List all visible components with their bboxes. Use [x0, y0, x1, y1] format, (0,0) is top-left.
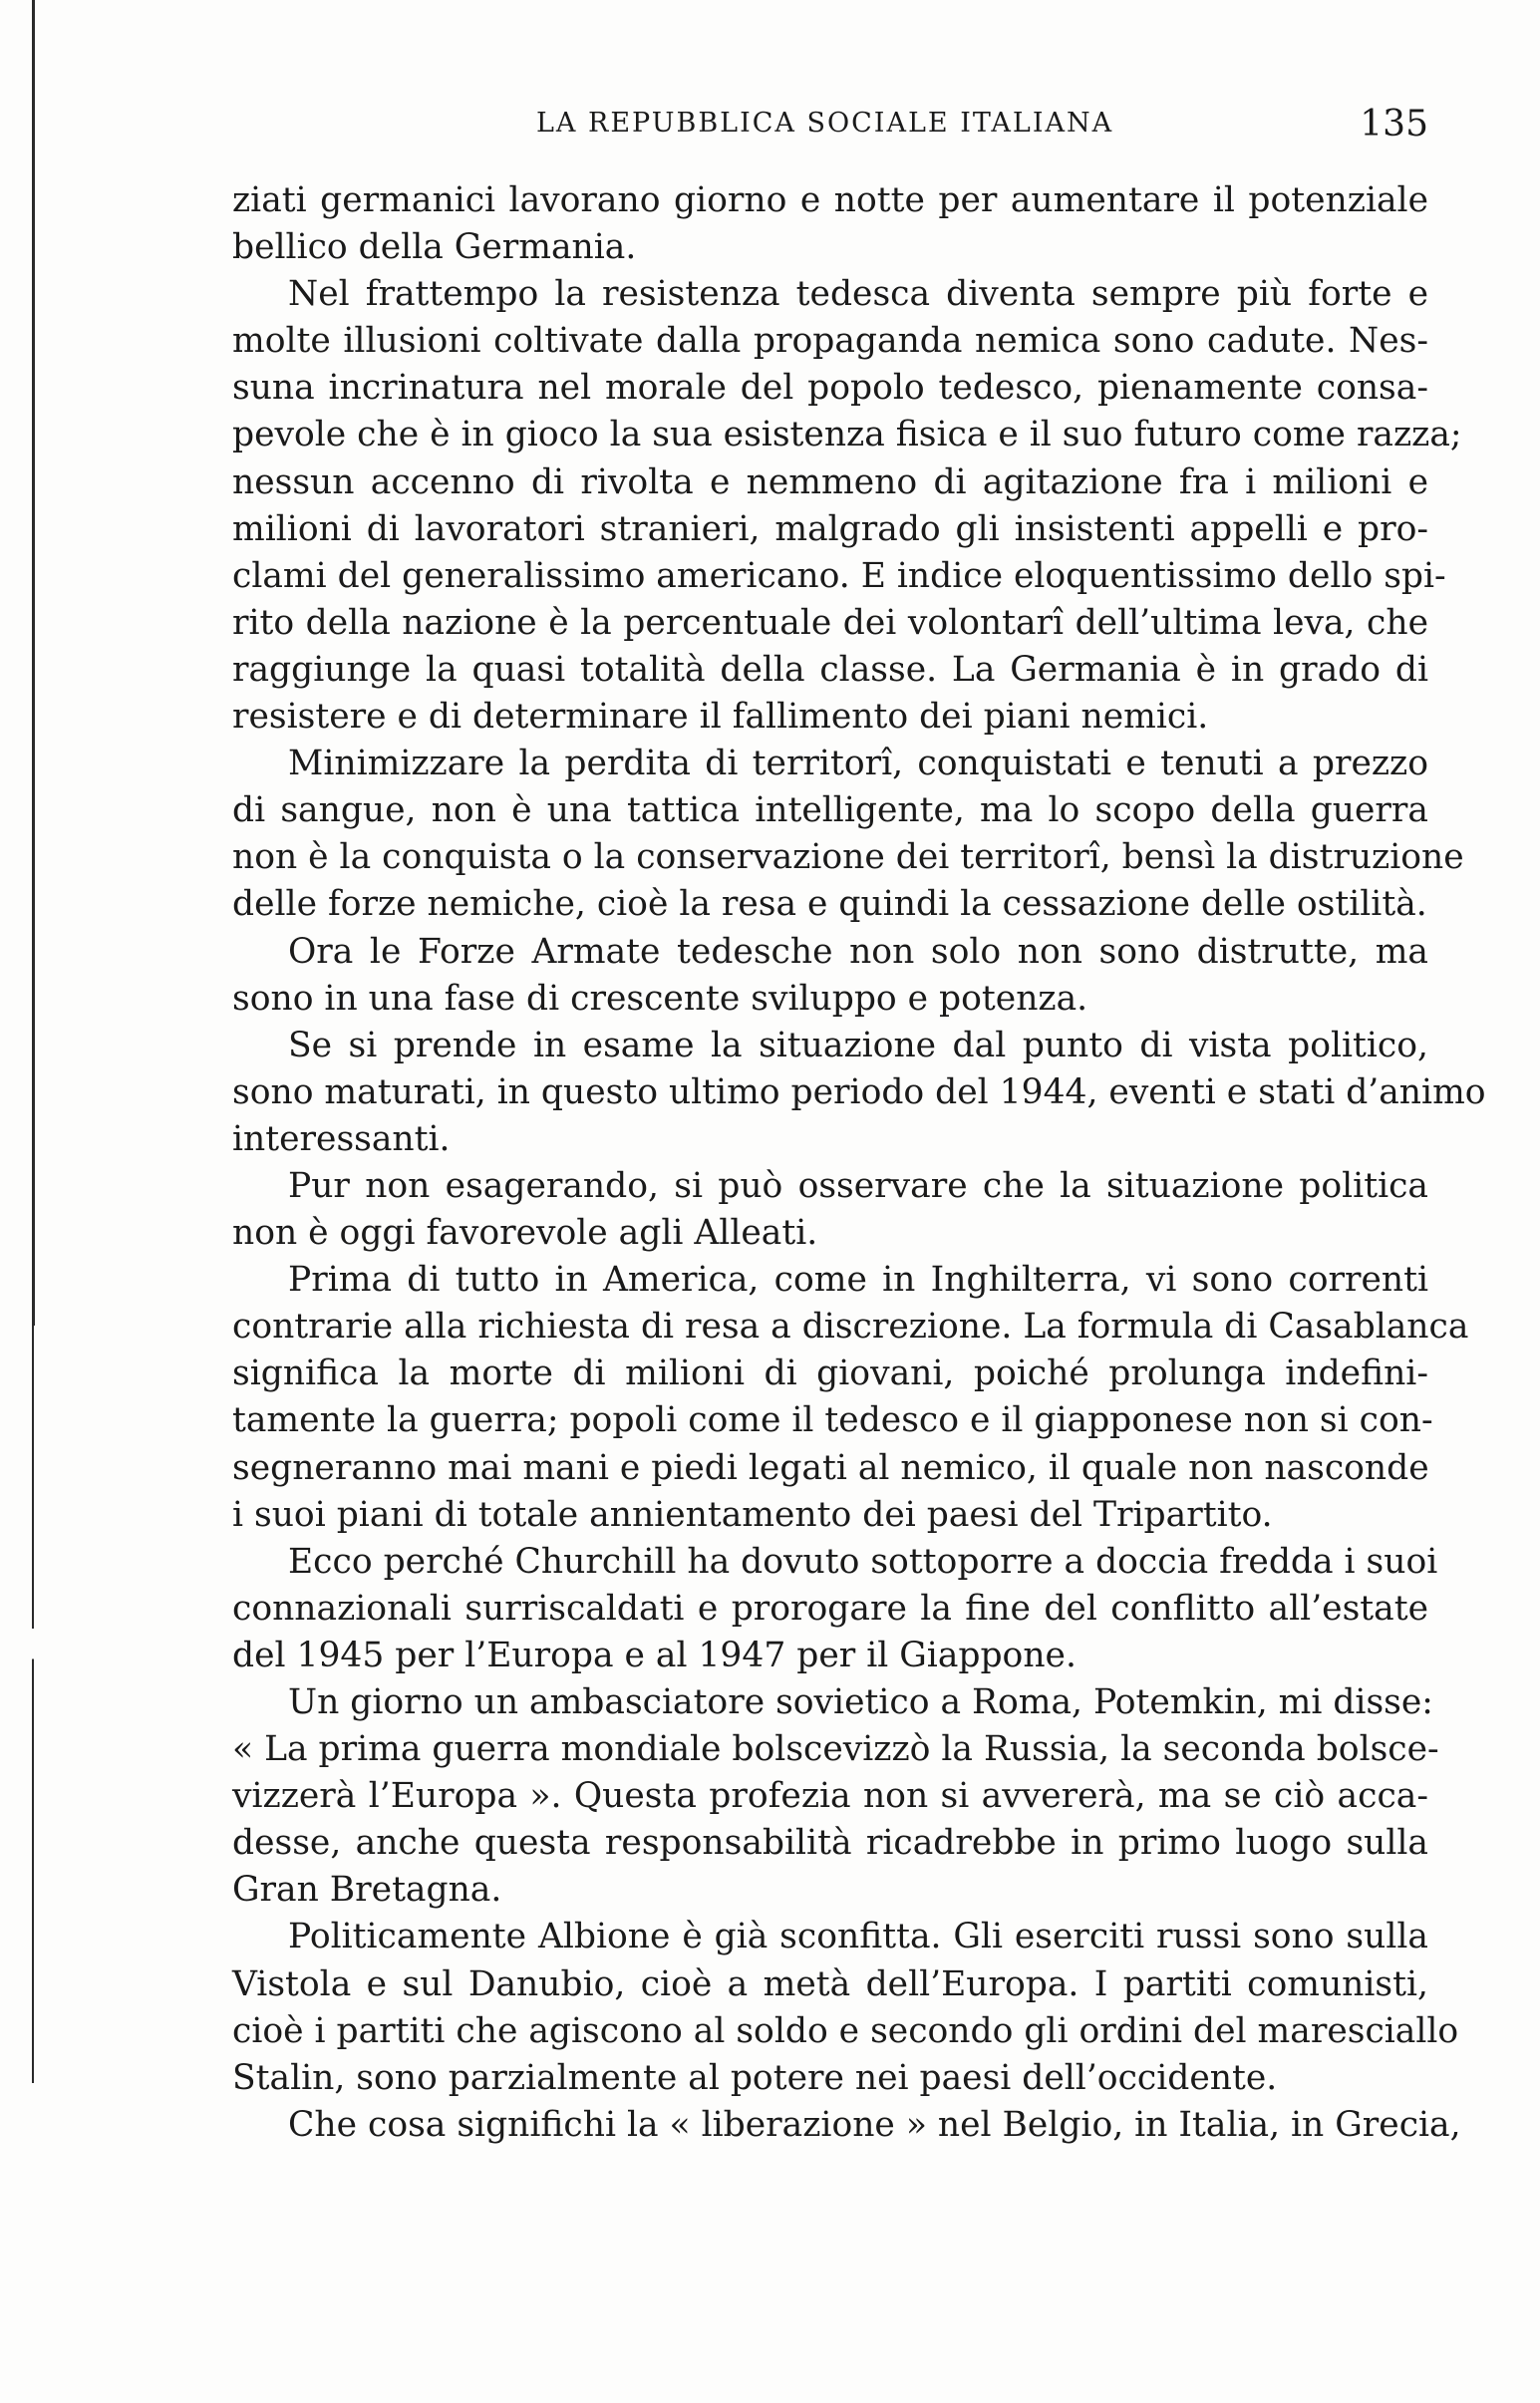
text-line: bellico della Germania. — [232, 227, 637, 268]
text-line: sono maturati, in questo ultimo periodo del 1944, eventi e stati d’animo — [232, 1071, 1486, 1112]
text-line: significa la morte di milioni di giovani, poiché prolunga indefini- — [232, 1353, 1428, 1394]
text-line: milioni di lavoratori stranieri, malgrado gli insistenti appelli e pro- — [232, 508, 1428, 549]
text-line: Gran Bretagna. — [232, 1870, 502, 1911]
page-number: 135 — [1360, 104, 1428, 145]
text-line: di sangue, non è una tattica intelligente, ma lo scopo della guerra — [232, 790, 1428, 831]
text-line: raggiunge la quasi totalità della classe. La Germania è in grado di — [232, 649, 1428, 690]
text-line: Politicamente Albione è già sconfitta. Gli eserciti russi sono sulla — [288, 1917, 1428, 1957]
binding-edge-lower — [32, 1326, 34, 2083]
text-line: resistere e di determinare il fallimento dei piani nemici. — [232, 697, 1209, 738]
text-line: vizzerà l’Europa ». Questa profezia non si avvererà, ma se ciò acca- — [232, 1776, 1428, 1817]
text-line: Prima di tutto in America, come in Inghilterra, vi sono correnti — [288, 1260, 1428, 1301]
text-line: clami del generalissimo americano. E indice eloquentissimo dello spi- — [232, 555, 1446, 596]
text-line: « La prima guerra mondiale bolscevizzò la Russia, la seconda bolsce- — [232, 1729, 1439, 1770]
text-line: i suoi piani di totale annientamento dei paesi del Tripartito. — [232, 1494, 1273, 1535]
text-line: non è oggi favorevole agli Alleati. — [232, 1213, 818, 1254]
binding-edge — [32, 0, 35, 1326]
page-header — [232, 102, 1428, 151]
text-line: Un giorno un ambasciatore sovietico a Roma, Potemkin, mi disse: — [288, 1682, 1433, 1722]
text-line: Pur non esagerando, si può osservare che la situazione politica — [288, 1165, 1428, 1206]
text-line: delle forze nemiche, cioè la resa e quindi la cessazione delle ostilità. — [232, 884, 1427, 925]
text-line: sono in una fase di crescente sviluppo e potenza. — [232, 978, 1088, 1019]
text-line: Stalin, sono parzialmente al potere nei paesi dell’occidente. — [232, 2057, 1278, 2098]
text-line: Che cosa significhi la « liberazione » nel Belgio, in Italia, in Grecia, — [288, 2104, 1461, 2145]
text-line: nessun accenno di rivolta e nemmeno di agitazione fra i milioni e — [232, 461, 1428, 502]
text-line: contrarie alla richiesta di resa a discrezione. La formula di Casablanca — [232, 1307, 1469, 1348]
text-line: del 1945 per l’Europa e al 1947 per il Giappone. — [232, 1635, 1077, 1675]
text-line: Se si prende in esame la situazione dal punto di vista politico, — [288, 1025, 1428, 1065]
text-line: molte illusioni coltivate dalla propaganda nemica sono cadute. Nes- — [232, 321, 1428, 362]
text-line: connazionali surriscaldati e prorogare la fine del conflitto all’estate — [232, 1588, 1428, 1629]
text-line: interessanti. — [232, 1118, 451, 1159]
text-line: pevole che è in gioco la sua esistenza fisica e il suo futuro come razza; — [232, 415, 1462, 455]
text-line: suna incrinatura nel morale del popolo tedesco, pienamente consa- — [232, 368, 1428, 409]
text-line: desse, anche questa responsabilità ricadrebbe in primo luogo sulla — [232, 1823, 1428, 1864]
text-line: Vistola e sul Danubio, cioè a metà dell’Europa. I partiti comunisti, — [232, 1963, 1428, 2004]
text-line: Minimizzare la perdita di territorî, conquistati e tenuti a prezzo — [288, 744, 1428, 784]
body-text — [232, 177, 1486, 2149]
text-line: non è la conquista o la conservazione dei territorî, bensì la distruzione — [232, 837, 1464, 878]
running-head: LA REPUBBLICA SOCIALE ITALIANA — [536, 108, 1114, 139]
text-line: Ora le Forze Armate tedesche non solo non sono distrutte, ma — [288, 931, 1428, 972]
text-line: ziati germanici lavorano giorno e notte per aumentare il potenziale — [232, 180, 1428, 220]
text-line: Nel frattempo la resistenza tedesca diventa sempre più forte e — [288, 274, 1428, 315]
text-line: cioè i partiti che agiscono al soldo e secondo gli ordini del maresciallo — [232, 2010, 1459, 2051]
text-line: Ecco perché Churchill ha dovuto sottoporre a doccia fredda i suoi — [288, 1541, 1438, 1582]
text-line: tamente la guerra; popoli come il tedesco e il giapponese non si con- — [232, 1400, 1433, 1441]
text-line: segneranno mai mani e piedi legati al nemico, il quale non nasconde — [232, 1447, 1429, 1488]
text-line: rito della nazione è la percentuale dei volontarî dell’ultima leva, che — [232, 602, 1428, 643]
